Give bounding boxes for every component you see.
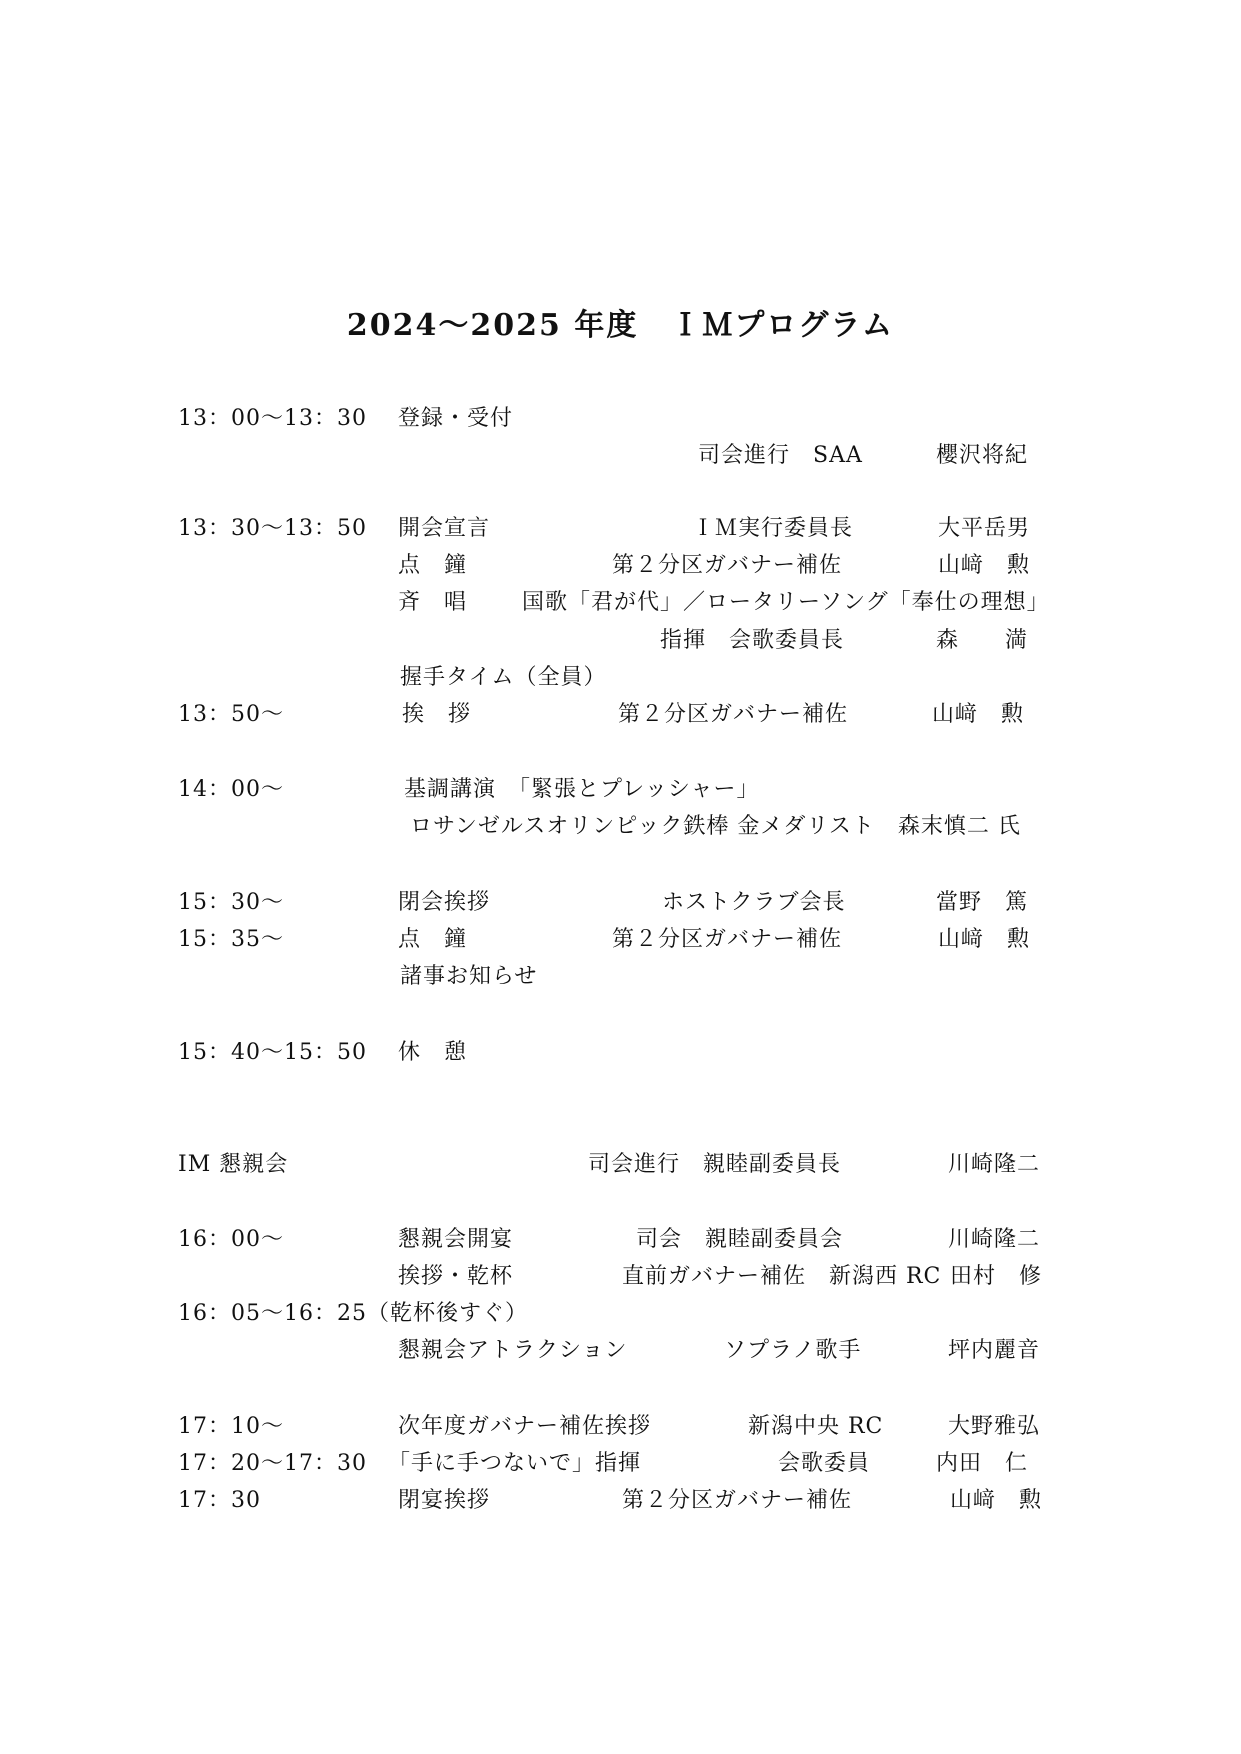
s2-r1-item: 開会宣言: [398, 516, 491, 541]
k1-r1-item: 懇親会開宴: [398, 1227, 514, 1252]
k1-time: 16：00～: [178, 1227, 284, 1252]
k1-r2-name: 田村 修: [950, 1264, 1043, 1289]
k4-time: 17：20～17：30: [178, 1451, 367, 1476]
k2-time: 16：05～16：25（乾杯後すぐ）: [178, 1301, 528, 1326]
s2-r2-item: 点 鐘: [398, 553, 468, 578]
s2-r2-name: 山﨑 勲: [938, 553, 1031, 578]
s5-item: 閉会挨拶: [398, 890, 491, 915]
k0-name: 川崎隆二: [948, 1152, 1041, 1177]
s2-r3-item: 斉 唱: [398, 590, 468, 615]
s2-r1-role: ＩＭ実行委員長: [692, 516, 854, 541]
k5-time: 17：30: [178, 1488, 261, 1513]
s6-role: 第２分区ガバナー補佐: [612, 927, 843, 952]
k4-role: 会歌委員: [778, 1451, 871, 1476]
s7-time: 15：40～15：50: [178, 1040, 367, 1065]
k2-role: ソプラノ歌手: [724, 1338, 862, 1363]
s7-item: 休 憩: [398, 1040, 468, 1065]
k5-item: 閉宴挨拶: [398, 1488, 491, 1513]
s2-r4-role: 指揮 会歌委員長: [660, 628, 845, 653]
page-title: 2024～2025 年度 ＩＭプログラム: [346, 308, 895, 343]
k2-item: 懇親会アトラクション: [398, 1338, 628, 1363]
k3-time: 17：10～: [178, 1414, 284, 1439]
s5-time: 15：30～: [178, 890, 284, 915]
s6-item: 点 鐘: [398, 927, 468, 952]
s4-time: 14：00～: [178, 777, 284, 802]
k5-name: 山﨑 勲: [950, 1488, 1043, 1513]
s3-time: 13：50～: [178, 702, 284, 727]
s6-name: 山﨑 勲: [938, 927, 1031, 952]
s6-extra: 諸事お知らせ: [400, 964, 538, 989]
k0-label: IM 懇親会: [178, 1152, 289, 1177]
s2-r1-name: 大平岳男: [938, 516, 1031, 541]
k2-name: 坪内麗音: [948, 1338, 1041, 1363]
s3-name: 山﨑 勲: [932, 702, 1025, 727]
k4-name: 内田 仁: [936, 1451, 1029, 1476]
s1-role: 司会進行 SAA: [698, 443, 863, 468]
s1-item: 登録・受付: [398, 406, 514, 431]
s2-time: 13：30～13：50: [178, 516, 367, 541]
s4-speaker: ロサンゼルスオリンピック鉄棒 金メダリスト 森末慎二 氏: [410, 814, 1021, 839]
s1-name: 櫻沢将紀: [936, 443, 1029, 468]
k3-role: 新潟中央 RC: [748, 1414, 884, 1439]
s2-r3-text: 国歌「君が代」／ロータリーソング「奉仕の理想」: [522, 590, 1050, 615]
s3-role: 第２分区ガバナー補佐: [618, 702, 849, 727]
s1-time: 13：00～13：30: [178, 406, 367, 431]
s2-r4-name: 森 満: [936, 628, 1029, 653]
s2-r5-item: 握手タイム（全員）: [400, 665, 607, 690]
k5-role: 第２分区ガバナー補佐: [622, 1488, 853, 1513]
k0-role: 司会進行 親睦副委員長: [588, 1152, 842, 1177]
s5-name: 當野 篤: [936, 890, 1029, 915]
s3-item: 挨 拶: [402, 702, 472, 727]
k1-r2-item: 挨拶・乾杯: [398, 1264, 514, 1289]
k4-item: 「手に手つないで」指揮: [388, 1451, 642, 1476]
k3-item: 次年度ガバナー補佐挨拶: [398, 1414, 652, 1439]
s2-r2-role: 第２分区ガバナー補佐: [612, 553, 843, 578]
s5-role: ホストクラブ会長: [662, 890, 846, 915]
k1-r2-role: 直前ガバナー補佐 新潟西 RC: [622, 1264, 942, 1289]
k3-name: 大野雅弘: [948, 1414, 1041, 1439]
k1-r1-role: 司会 親睦副委員会: [636, 1227, 844, 1252]
k1-r1-name: 川崎隆二: [948, 1227, 1041, 1252]
s4-item: 基調講演 「緊張とプレッシャー」: [404, 777, 760, 802]
s6-time: 15：35～: [178, 927, 284, 952]
